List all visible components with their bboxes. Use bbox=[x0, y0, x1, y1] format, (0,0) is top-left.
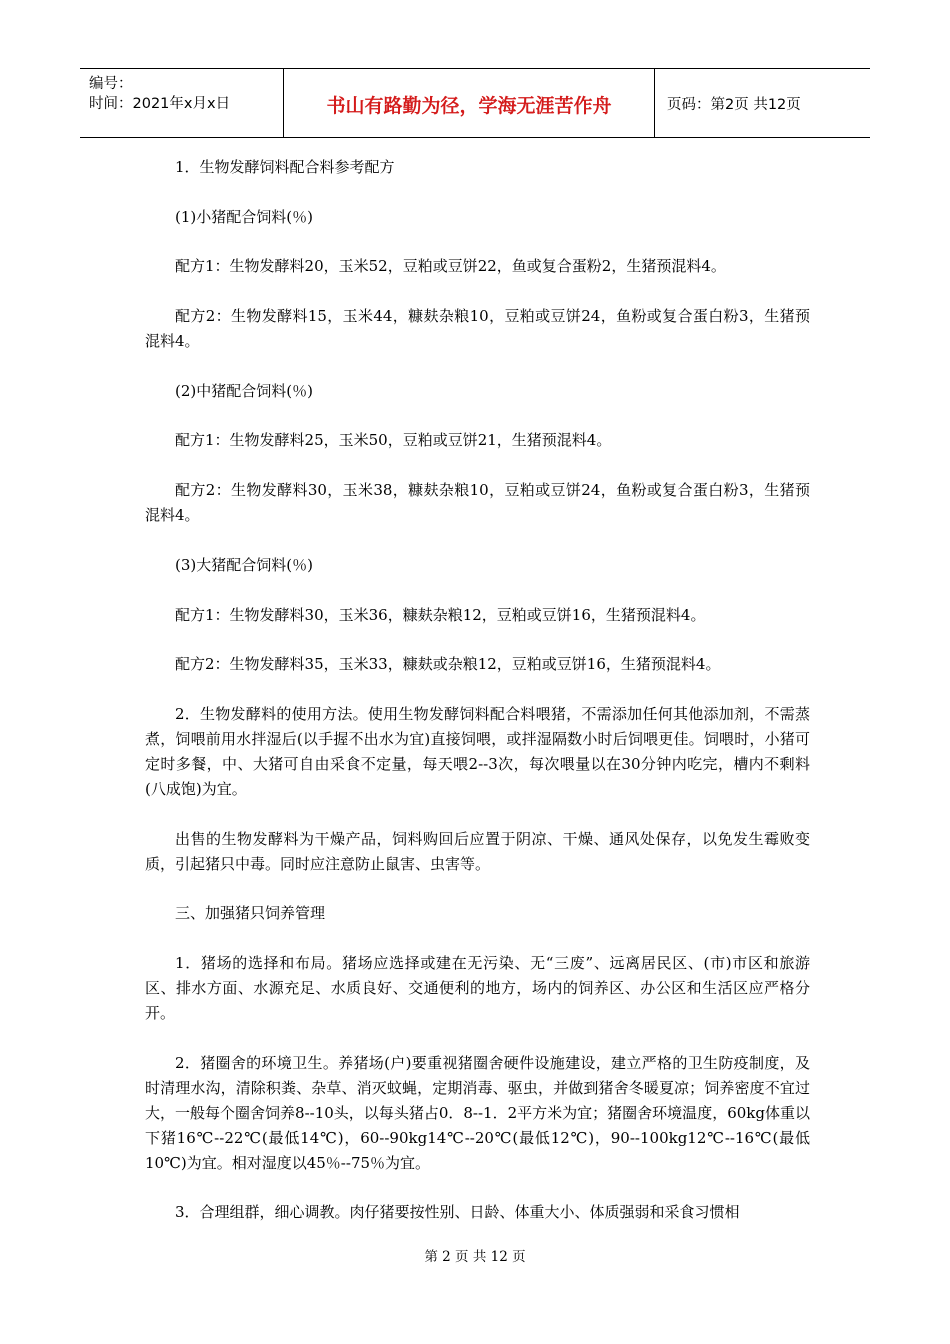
page-footer: 第 2 页 共 12 页 bbox=[424, 1249, 526, 1265]
number-label: 编号： bbox=[89, 76, 133, 92]
header-meta-cell bbox=[80, 69, 284, 137]
time-label: 时间：2021年x月x日 bbox=[89, 96, 231, 112]
paragraph: 配方2：生物发酵料35，玉米33，糠麸或杂粮12，豆粕或豆饼16，生猪预混料4。 bbox=[175, 655, 721, 674]
page-header bbox=[80, 68, 870, 138]
paragraph: 配方1：生物发酵料25，玉米50，豆粕或豆饼21，生猪预混料4。 bbox=[175, 431, 612, 450]
motto: 书山有路勤为径，学海无涯苦作舟 bbox=[326, 95, 612, 117]
header-page-cell bbox=[655, 69, 870, 137]
paragraph: 配方2：生物发酵料15，玉米44，糠麸杂粮10，豆粕或豆饼24，鱼粉或复合蛋白粉3，生猪预混料4。 bbox=[145, 307, 810, 351]
paragraph: 出售的生物发酵料为干燥产品，饲料购回后应置于阴凉、干燥、通风处保存，以免发生霉败变质，引起猪只中毒。同时应注意防止鼠害、虫害等。 bbox=[145, 829, 810, 873]
paragraph: 2．生物发酵料的使用方法。使用生物发酵饲料配合料喂猪，不需添加任何其他添加剂，不需蒸煮，饲喂前用水拌湿后(以手握不出水为宜)直接饲喂，或拌湿隔数小时后饲喂更佳。饲喂时，小猪可定时多餐，中、大猪可自由采食不定量，每天喂2--3次，每次喂量以在30分钟内吃完，槽内不剩料(八成饱)为宜。 bbox=[145, 704, 810, 798]
paragraph: 配方1：生物发酵料30，玉米36，糠麸杂粮12，豆粕或豆饼16，生猪预混料4。 bbox=[175, 605, 706, 624]
section-heading: 三、加强猪只饲养管理 bbox=[175, 904, 326, 923]
paragraph: 配方1：生物发酵料20，玉米52，豆粕或豆饼22，鱼或复合蛋粉2，生猪预混料4。 bbox=[175, 257, 726, 276]
paragraph: 2．猪圈舍的环境卫生。养猪场(户)要重视猪圈舍硬件设施建设，建立严格的卫生防疫制度，及时清理水沟，清除积粪、杂草、消灭蚊蝇，定期消毒、驱虫，并做到猪舍冬暖夏凉；饲养密度不宜过大，一般每个圈舍饲养8--10头，以每头猪占0．8--1．2平方米为宜；猪圈舍环境温度，60kg体重以下猪16℃--22℃(最低14℃)，60--90kg14℃--20℃(最低12℃)，90--100kg12℃--16℃(最低10℃)为宜。相对湿度以45％--75％为宜。 bbox=[145, 1053, 810, 1172]
subheading: (2)中猪配合饲料(％) bbox=[175, 381, 313, 400]
subheading: (1)小猪配合饲料(％) bbox=[175, 207, 313, 226]
section-heading: 1．生物发酵饲料配合料参考配方 bbox=[175, 158, 395, 176]
page-info: 页码：第2页 共12页 bbox=[667, 97, 801, 113]
subheading: (3)大猪配合饲料(％) bbox=[175, 555, 313, 574]
document-body bbox=[145, 155, 810, 1250]
paragraph: 配方2：生物发酵料30，玉米38，糠麸杂粮10，豆粕或豆饼24，鱼粉或复合蛋白粉3，生猪预混料4。 bbox=[145, 481, 810, 525]
paragraph: 1．猪场的选择和布局。猪场应选择或建在无污染、无“三废”、远离居民区、(市)市区和旅游区、排水方面、水源充足、水质良好、交通便利的地方，场内的饲养区、办公区和生活区应严格分开。 bbox=[145, 953, 810, 1022]
header-motto-cell bbox=[284, 69, 655, 137]
paragraph: 3．合理组群，细心调教。肉仔猪要按性别、日龄、体重大小、体质强弱和采食习惯相 bbox=[175, 1203, 740, 1222]
